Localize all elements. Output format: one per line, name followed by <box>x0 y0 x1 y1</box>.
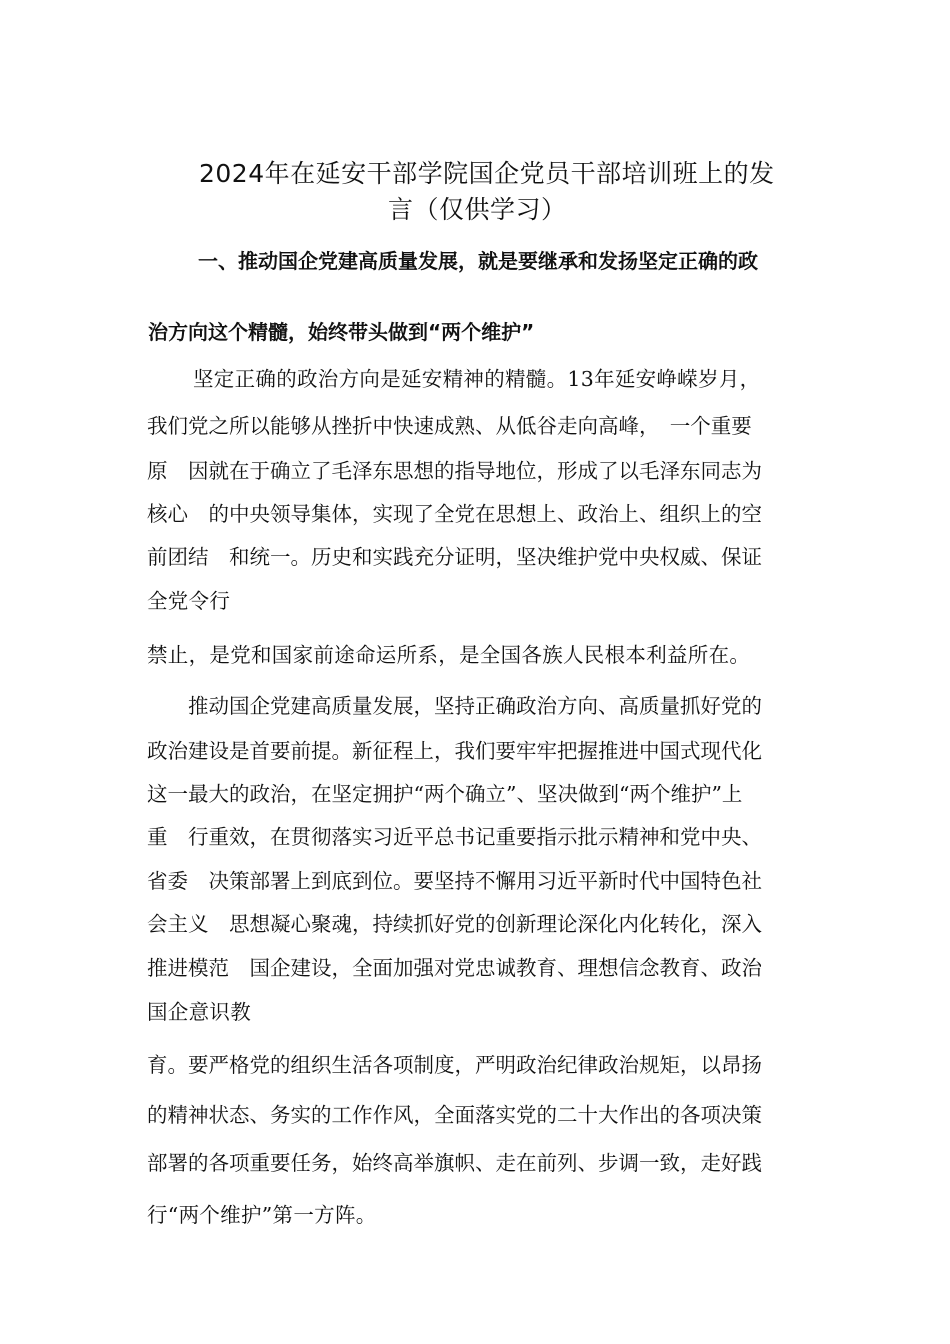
document-title-line-2: 言（仅供学习） <box>388 195 567 224</box>
paragraph-2-line: 推动国企党建高质量发展，坚持正确政治方向、高质量抓好党的 <box>188 694 762 718</box>
section-heading-line-1: 一、推动国企党建高质量发展，就是要继承和发扬坚定正确的政 <box>198 249 758 273</box>
paragraph-2-line: 育。要严格党的组织生活各项制度，严明政治纪律政治规矩，以昂扬 <box>147 1053 762 1077</box>
paragraph-2-line: 重 行重效，在贯彻落实习近平总书记重要指示批示精神和党中央、 <box>147 825 762 849</box>
paragraph-2-line: 推进模范 国企建设，全面加强对党忠诚教育、理想信念教育、政治 <box>147 956 762 980</box>
document-title-line-1: 2024年在延安干部学院国企党员干部培训班上的发 <box>199 159 775 188</box>
paragraph-1-line: 禁止，是党和国家前途命运所系，是全国各族人民根本利益所在。 <box>147 643 751 667</box>
paragraph-2-line: 行“两个维护”第一方阵。 <box>147 1203 377 1227</box>
paragraph-2-line: 这一最大的政治，在坚定拥护“两个确立”、坚决做到“两个维护”上 <box>147 782 743 806</box>
paragraph-1-line: 前团结 和统一。历史和实践充分证明，坚决维护党中央权威、保证 <box>147 545 762 569</box>
paragraph-1-line: 核心 的中央领导集体，实现了全党在思想上、政治上、组织上的空 <box>147 502 762 526</box>
paragraph-2-line: 省委 决策部署上到底到位。要坚持不懈用习近平新时代中国特色社 <box>147 869 762 893</box>
section-heading-line-2: 治方向这个精髓，始终带头做到“两个维护” <box>148 320 535 344</box>
paragraph-2-line: 部署的各项重要任务，始终高举旗帜、走在前列、步调一致，走好践 <box>147 1151 762 1175</box>
paragraph-2-line: 国企意识教 <box>147 1000 251 1024</box>
paragraph-1-line: 坚定正确的政治方向是延安精神的精髓。13年延安峥嵘岁月， <box>193 367 761 391</box>
paragraph-1-line: 全党令行 <box>147 589 231 613</box>
paragraph-2-line: 的精神状态、务实的工作作风，全面落实党的二十大作出的各项决策 <box>147 1103 762 1127</box>
paragraph-1-line: 原 因就在于确立了毛泽东思想的指导地位，形成了以毛泽东同志为 <box>147 459 762 483</box>
paragraph-2-line: 政治建设是首要前提。新征程上，我们要牢牢把握推进中国式现代化 <box>147 739 762 763</box>
paragraph-2-line: 会主义 思想凝心聚魂，持续抓好党的创新理论深化内化转化，深入 <box>147 912 762 936</box>
paragraph-1-line: 我们党之所以能够从挫折中快速成熟、从低谷走向高峰， 一个重要 <box>147 414 752 438</box>
